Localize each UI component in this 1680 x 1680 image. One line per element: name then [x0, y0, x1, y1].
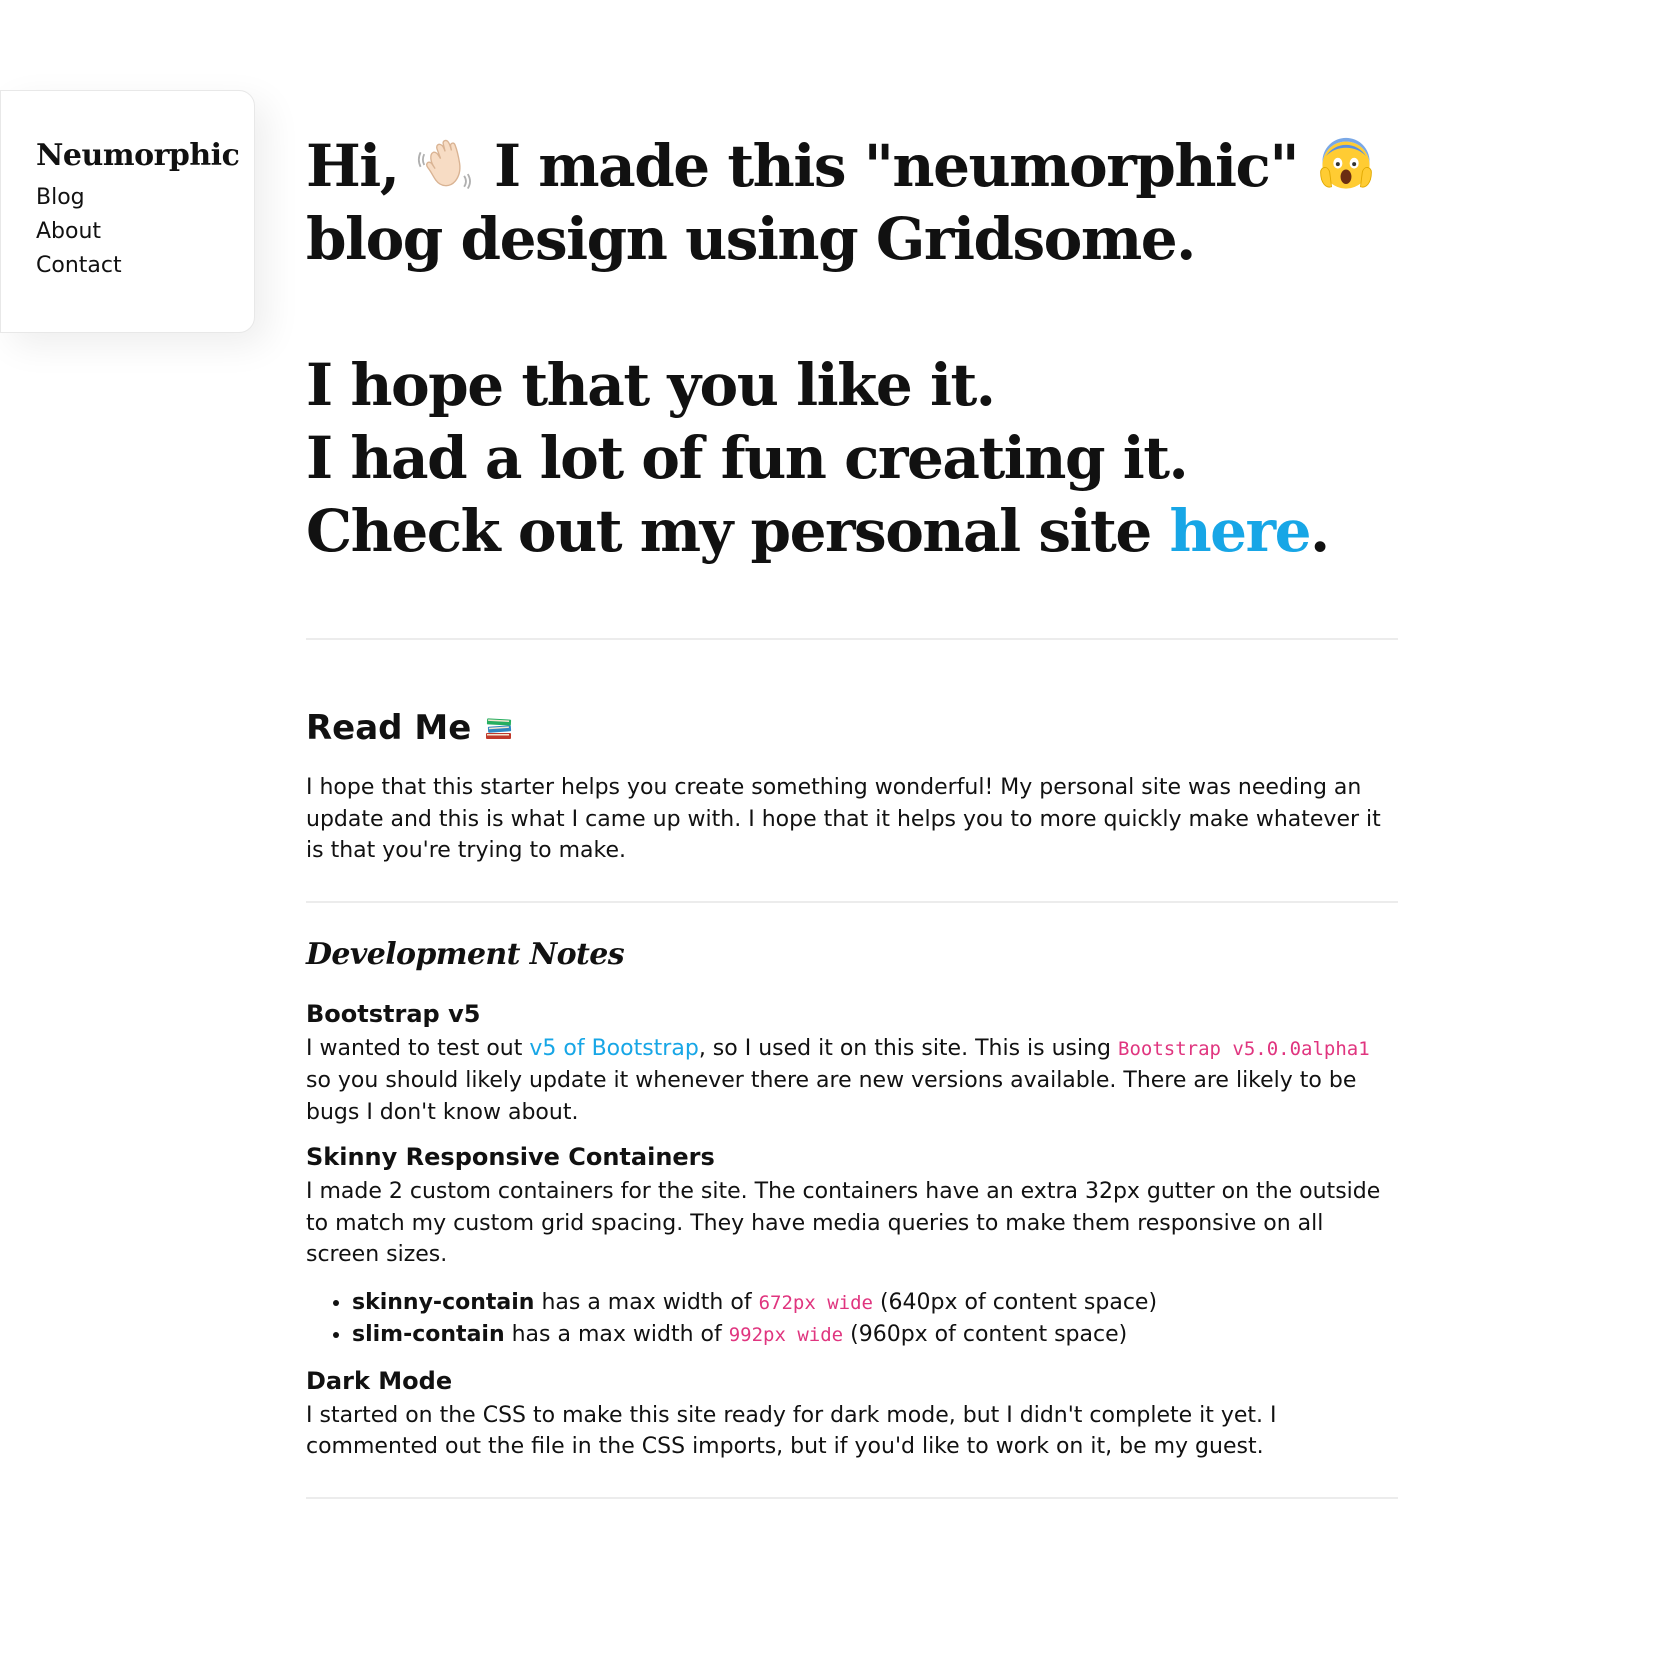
hero-line2: blog design using Gridsome.: [306, 205, 1195, 273]
dev-notes-title: Development Notes: [306, 936, 625, 972]
hero-greeting: Hi,: [306, 132, 399, 200]
sidebar-card: [0, 90, 255, 333]
readme-body: I hope that this starter helps you create something wonderful! My personal site was needing an update and this is what I came up with. I hope that it helps you to more quickly make whatever it is that you're trying to make.: [306, 775, 1381, 863]
main-content: [306, 130, 1398, 1499]
bootstrap-body: [306, 1033, 1398, 1129]
waving-hand-icon: [417, 136, 475, 194]
dark-mode-title: Dark Mode: [306, 1366, 453, 1395]
container-name: skinny-contain: [352, 1289, 535, 1315]
hero-line5-period: .: [1309, 497, 1329, 565]
list-item: [352, 1287, 1398, 1320]
bootstrap-text-pre: I wanted to test out: [306, 1035, 530, 1061]
containers-body: I made 2 custom containers for the site. The containers have an extra 32px gutter on the outside to match my custom grid spacing. They have media queries to make them responsive on all screen sizes.: [306, 1179, 1381, 1267]
bootstrap-v5-link[interactable]: v5 of Bootstrap: [529, 1035, 699, 1061]
bootstrap-text-post: so you should likely update it whenever there are new versions available. There are likely to be bugs I don't know about.: [306, 1068, 1357, 1125]
books-icon: [483, 711, 515, 743]
hero-line1: I made this "neumorphic": [493, 132, 1299, 200]
divider: [306, 638, 1398, 640]
hero-heading: [306, 130, 1398, 568]
bootstrap-text-mid: , so I used it on this site. This is using: [698, 1035, 1119, 1061]
nav-link-blog[interactable]: Blog: [36, 185, 85, 210]
hero-line4: I had a lot of fun creating it.: [306, 424, 1188, 492]
face-screaming-icon: [1317, 136, 1375, 194]
bootstrap-title: Bootstrap v5: [306, 999, 481, 1028]
brand-title[interactable]: Neumorphic: [36, 138, 240, 173]
personal-site-link[interactable]: here: [1169, 497, 1310, 565]
container-width-code: 992px wide: [728, 1324, 844, 1346]
divider: [306, 901, 1398, 903]
divider: [306, 1497, 1398, 1499]
container-width-code: 672px wide: [758, 1291, 873, 1314]
container-text: has a max width of: [504, 1322, 729, 1347]
containers-title: Skinny Responsive Containers: [306, 1143, 715, 1171]
hero-line3: I hope that you like it.: [306, 351, 995, 419]
container-text: has a max width of: [534, 1289, 759, 1315]
nav-link-contact[interactable]: Contact: [36, 253, 122, 278]
bootstrap-version-code: Bootstrap v5.0.0alpha1: [1118, 1037, 1370, 1060]
container-text-post: (640px of content space): [872, 1289, 1158, 1315]
container-text-post: (960px of content space): [843, 1322, 1128, 1347]
containers-list: [306, 1287, 1398, 1352]
nav-link-about[interactable]: About: [36, 219, 102, 244]
hero-line5: Check out my personal site: [306, 497, 1170, 565]
container-name: slim-contain: [352, 1322, 505, 1347]
readme-title: [306, 708, 1398, 748]
readme-title-text: Read Me: [306, 708, 472, 748]
list-item: [352, 1319, 1398, 1352]
dark-mode-body: I started on the CSS to make this site ready for dark mode, but I didn't complete it yet. I commented out the file in the CSS imports, but if you'd like to work on it, be my guest.: [306, 1402, 1277, 1459]
